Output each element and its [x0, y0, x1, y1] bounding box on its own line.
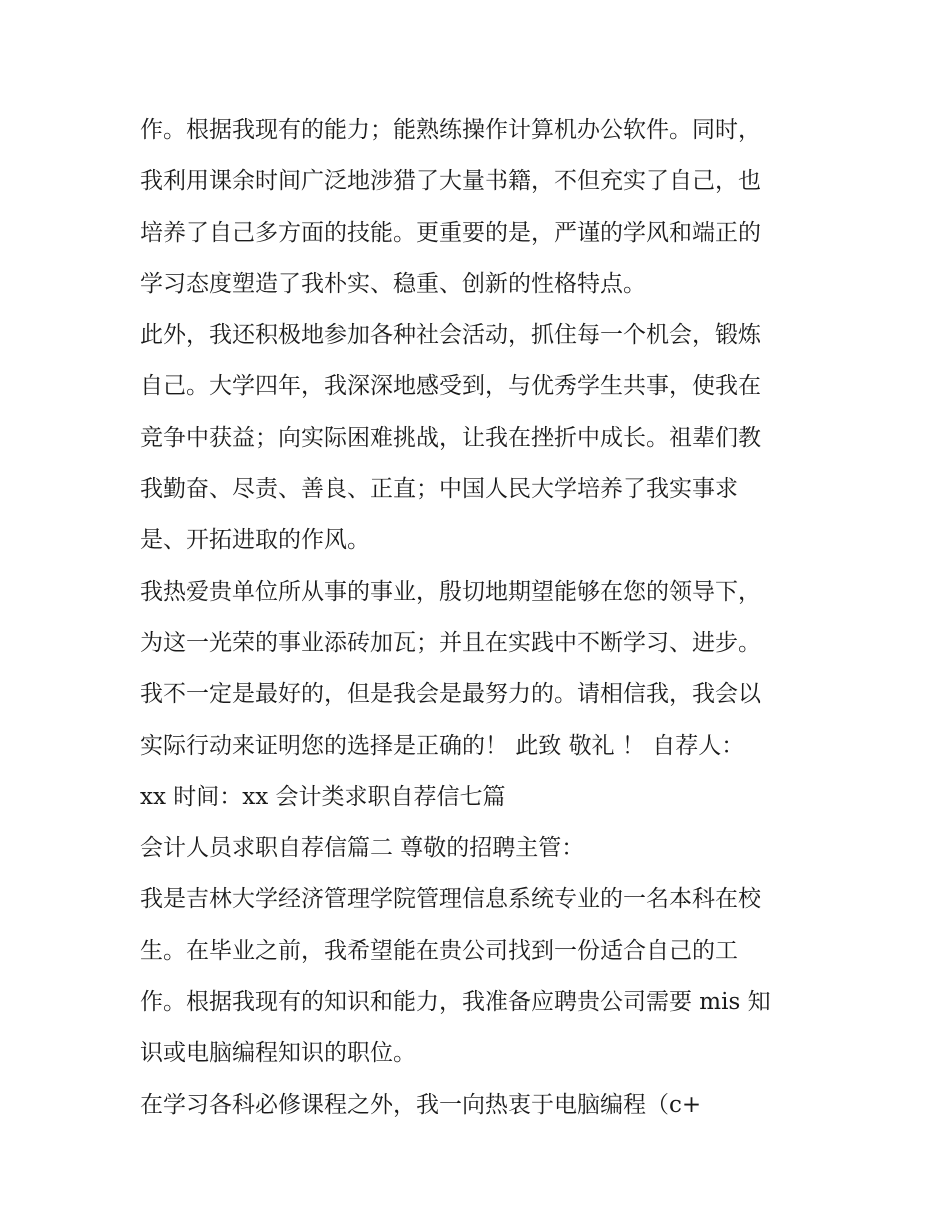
text-line: xx 时间：xx 会计类求职自荐信七篇	[140, 783, 506, 810]
text-line: 作。根据我现有的能力；能熟练操作计算机办公软件。同时，	[140, 117, 761, 143]
text-line: 我利用课余时间广泛地涉猎了大量书籍，不但充实了自己，也	[140, 168, 761, 195]
text-line: 学习态度塑造了我朴实、稳重、创新的性格特点。	[140, 270, 646, 297]
text-line: 培养了自己多方面的技能。更重要的是，严谨的学风和端正的	[140, 219, 761, 246]
text-line: 我热爱贵单位所从事的事业，殷切地期望能够在您的领导下，	[140, 578, 761, 605]
text-line: 我勤奋、尽责、善良、正直；中国人民大学培养了我实事求	[140, 476, 738, 503]
text-line: 在学习各科必修课程之外，我一向热衷于电脑编程（c+	[140, 1091, 702, 1118]
text-line: 我是吉林大学经济管理学院管理信息系统专业的一名本科在校	[140, 886, 761, 913]
text-line: 我不一定是最好的，但是我会是最努力的。请相信我，我会以	[140, 681, 761, 708]
text-line: 作。根据我现有的知识和能力，我准备应聘贵公司需要 mis 知	[140, 989, 771, 1016]
text-line: 此外，我还积极地参加各种社会活动，抓住每一个机会，锻炼	[140, 322, 761, 349]
text-line: 生。在毕业之前，我希望能在贵公司找到一份适合自己的工	[140, 937, 738, 964]
text-line: 识或电脑编程知识的职位。	[140, 1040, 416, 1067]
text-line: 实际行动来证明您的选择是正确的！ 此致 敬礼 ！ 自荐人：	[140, 732, 745, 759]
text-line: 自己。大学四年，我深深地感受到，与优秀学生共事，使我在	[140, 373, 761, 400]
document-body	[140, 105, 820, 1131]
text-line: 会计人员求职自荐信篇二 尊敬的招聘主管：	[140, 835, 585, 862]
text-line: 是、开拓进取的作风。	[140, 527, 370, 554]
text-line: 为这一光荣的事业添砖加瓦；并且在实践中不断学习、进步。	[140, 629, 761, 656]
text-line: 竞争中获益；向实际困难挑战，让我在挫折中成长。祖辈们教	[140, 424, 761, 451]
